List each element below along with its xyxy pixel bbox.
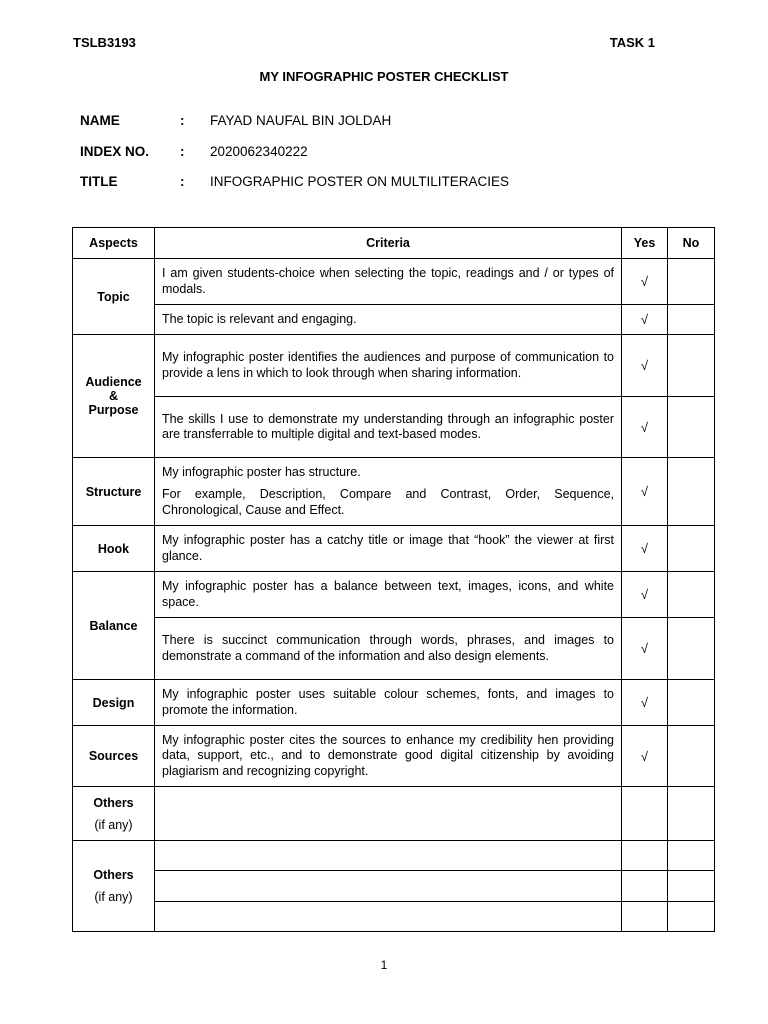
yes-check: √ (622, 526, 668, 572)
aspect-balance: Balance (73, 572, 155, 680)
task-label: TASK 1 (609, 35, 655, 50)
name-label: NAME (80, 113, 120, 128)
no-cell (668, 259, 715, 305)
no-cell-empty (668, 841, 715, 871)
yes-check: √ (622, 726, 668, 787)
aspect-ampersand-line: & (108, 389, 119, 403)
yes-check: √ (622, 305, 668, 335)
others-note: (if any) (94, 817, 133, 832)
criteria-cell: My infographic poster uses suitable colour schemes, fonts, and images to promote the information. (155, 680, 622, 726)
yes-check: √ (622, 572, 668, 618)
aspect-hook: Hook (73, 526, 155, 572)
table-row (73, 787, 715, 841)
page-number: 1 (380, 958, 388, 972)
aspect-purpose-line: Purpose (88, 403, 139, 417)
no-cell-empty (668, 902, 715, 932)
aspect-topic: Topic (73, 259, 155, 335)
header-criteria: Criteria (155, 228, 622, 259)
others-note: (if any) (94, 890, 133, 904)
page-title: MY INFOGRAPHIC POSTER CHECKLIST (259, 69, 509, 84)
aspect-others-2 (73, 841, 155, 932)
no-cell (668, 458, 715, 526)
criteria-cell: The skills I use to demonstrate my understanding through an infographic poster are transferrable to multiple digital and text-based modes. (155, 397, 622, 458)
criteria-cell-empty (155, 871, 622, 902)
no-cell (668, 726, 715, 787)
name-value: FAYAD NAUFAL BIN JOLDAH (210, 113, 392, 128)
aspect-design: Design (73, 680, 155, 726)
aspect-audience-purpose (73, 335, 155, 458)
no-cell-empty (668, 787, 715, 841)
no-cell (668, 572, 715, 618)
criteria-cell (155, 458, 622, 526)
header-yes: Yes (622, 228, 668, 259)
table-row (73, 259, 715, 305)
yes-cell-empty (622, 871, 668, 902)
index-value: 2020062340222 (210, 144, 308, 159)
checklist-table (72, 227, 715, 932)
criteria-cell-empty (155, 841, 622, 871)
yes-check: √ (622, 618, 668, 680)
criteria-cell: My infographic poster has a balance between text, images, icons, and white space. (155, 572, 622, 618)
table-row (73, 305, 715, 335)
yes-check: √ (622, 397, 668, 458)
aspect-others-1 (73, 787, 155, 841)
title-value: INFOGRAPHIC POSTER ON MULTILITERACIES (210, 174, 510, 189)
yes-check: √ (622, 335, 668, 397)
no-cell (668, 335, 715, 397)
title-label: TITLE (80, 174, 118, 189)
index-colon: : (180, 144, 185, 159)
yes-check: √ (622, 259, 668, 305)
aspect-audience-line: Audience (85, 375, 142, 389)
table-row (73, 841, 715, 871)
others-label: Others (93, 795, 134, 810)
no-cell (668, 305, 715, 335)
header-no: No (668, 228, 715, 259)
criteria-cell: The topic is relevant and engaging. (155, 305, 622, 335)
no-cell (668, 618, 715, 680)
yes-check: √ (622, 458, 668, 526)
criteria-cell-empty (155, 787, 622, 841)
index-label: INDEX NO. (80, 144, 150, 159)
yes-check: √ (622, 680, 668, 726)
table-row (73, 618, 715, 680)
name-colon: : (180, 113, 185, 128)
table-row (73, 335, 715, 397)
title-colon: : (180, 174, 185, 189)
no-cell (668, 397, 715, 458)
criteria-line: For example, Description, Compare and Contrast, Order, Sequence, Chronological, Cause and Effect. (162, 487, 614, 517)
table-row (73, 902, 715, 932)
aspect-structure: Structure (73, 458, 155, 526)
criteria-cell: My infographic poster has a catchy title or image that “hook” the viewer at first glance. (155, 526, 622, 572)
yes-cell-empty (622, 841, 668, 871)
header-aspects: Aspects (73, 228, 155, 259)
criteria-cell-empty (155, 902, 622, 932)
criteria-line: My infographic poster has structure. (162, 464, 361, 479)
criteria-cell: My infographic poster identifies the audiences and purpose of communication to provide a lens in which to look through when sharing information. (155, 335, 622, 397)
table-row (73, 680, 715, 726)
criteria-cell: My infographic poster cites the sources to enhance my credibility hen providing data, support, etc., and to demonstrate good digital citizenship by avoiding plagiarism and recognizing copyright. (155, 726, 622, 787)
no-cell-empty (668, 871, 715, 902)
no-cell (668, 680, 715, 726)
table-header-row (73, 228, 715, 259)
criteria-cell: There is succinct communication through words, phrases, and images to demonstrate a command of the information and also design elements. (155, 618, 622, 680)
no-cell (668, 526, 715, 572)
table-row (73, 397, 715, 458)
table-row (73, 871, 715, 902)
others-label: Others (93, 868, 134, 882)
table-row (73, 726, 715, 787)
table-row (73, 458, 715, 526)
criteria-cell: I am given students-choice when selecting the topic, readings and / or types of modals. (155, 259, 622, 305)
aspect-sources: Sources (73, 726, 155, 787)
yes-cell-empty (622, 902, 668, 932)
course-code: TSLB3193 (73, 35, 136, 50)
table-row (73, 572, 715, 618)
table-row (73, 526, 715, 572)
yes-cell-empty (622, 787, 668, 841)
